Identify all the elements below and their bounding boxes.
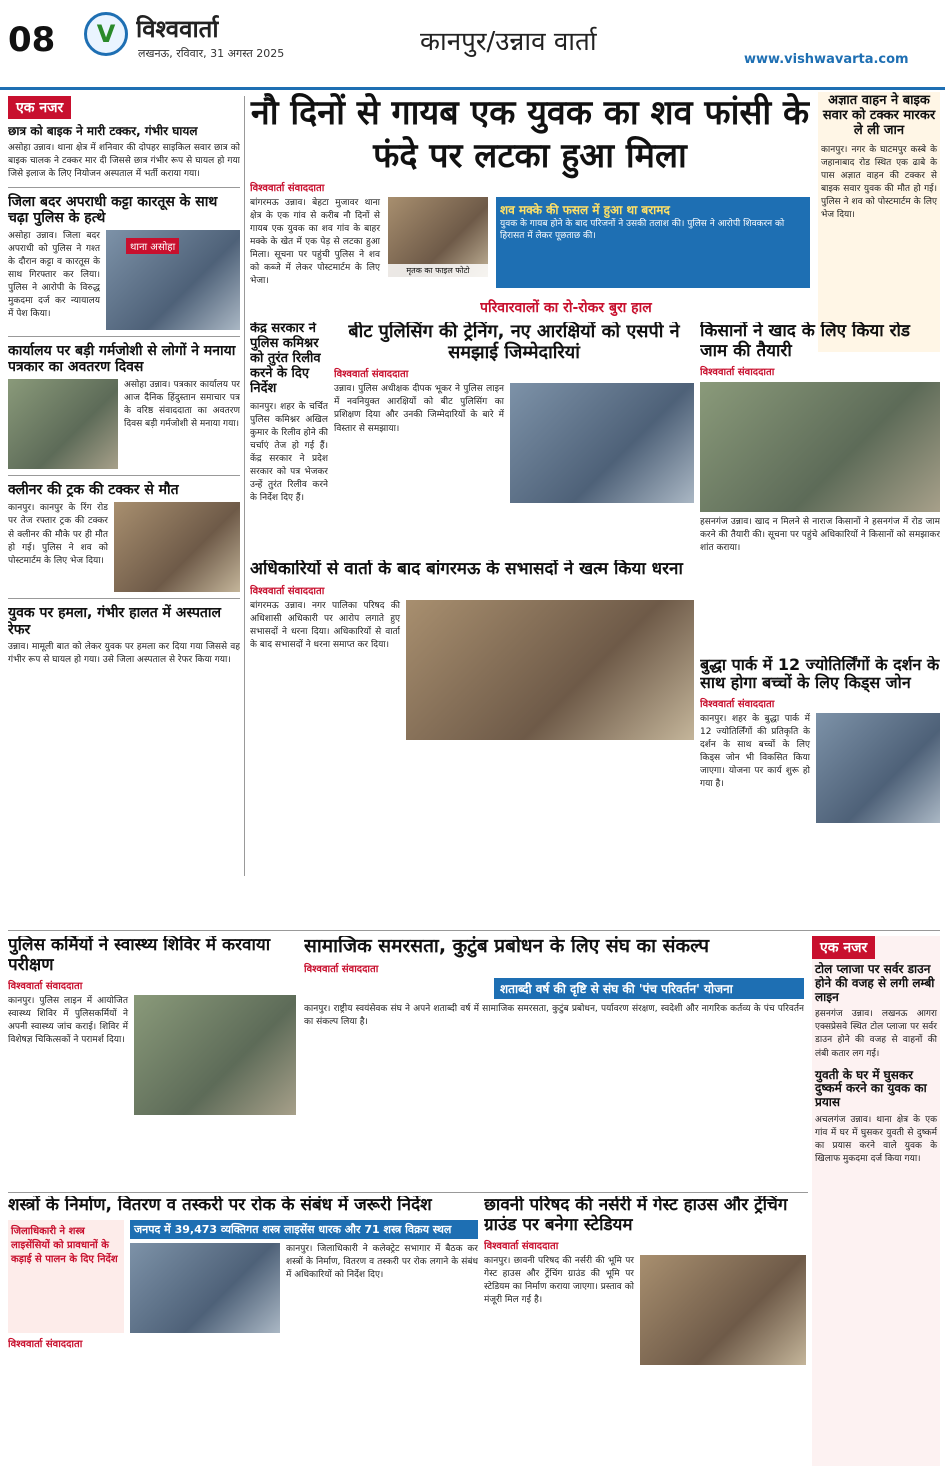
health-headline: पुलिस कर्मियों ने स्वास्थ्य शिविर में करवाया परीक्षण — [8, 936, 271, 975]
cantonment-story — [484, 1196, 806, 1466]
photo-caption: मृतक का फाइल फोटो — [388, 264, 488, 277]
brand-logo: V — [84, 12, 128, 56]
brief-headline: छात्र को बाइक ने मारी टक्कर, गंभीर घायल — [8, 124, 198, 138]
station-sign: थाना असोहा — [126, 238, 179, 254]
left-column — [8, 96, 240, 876]
byline: विश्ववार्ता संवाददाता — [304, 963, 379, 975]
dateline: लखनऊ, रविवार, 31 अगस्त 2025 — [138, 47, 285, 60]
lead-body: बांगरमऊ उन्नाव। बेहटा मुजावर थाना क्षेत्र के एक गांव से करीब नौ दिनों से गायब एक युवक का शव गांव के बाहर मक्के के खेत में एक पेड़ से लटका हुआ मिला। सूचना पर पहुंची पुलिस ने शव को कब्जे में लेकर पोस्टमार्टम के लिए भेजा। — [250, 198, 380, 287]
brief-headline: कार्यालय पर बड़ी गर्मजोशी से लोगों ने मनाया पत्रकार का अवतरण दिवस — [8, 343, 236, 376]
brand-name: विश्ववार्ता — [136, 15, 219, 43]
highlight-box — [496, 197, 810, 288]
farmers-story — [700, 322, 940, 652]
right-brief-headline: अज्ञात वाहन ने बाइक सवार को टक्कर मारकर ले ली जान — [822, 93, 936, 138]
brief-body: असोहा उन्नाव। थाना क्षेत्र में शनिवार की दोपहर साइकिल सवार छात्र को बाइक चालक ने टक्कर मार दी जिससे छात्र गंभीर रूप से घायल हो गया जिसे इलाज के लिए नियोजन अस्पताल में भर्ती कराया गया। — [8, 142, 240, 179]
page-number: 08 — [8, 20, 56, 60]
section-title: कानपुर/उन्नाव वार्ता — [420, 27, 597, 57]
sangh-banner: शताब्दी वर्ष की दृष्टि से संघ की 'पंच परिवर्तन' योजना — [494, 978, 804, 999]
event-photo — [8, 379, 118, 469]
weapons-banner: जनपद में 39,473 व्यक्तिगत शस्त्र लाइसेंस धारक और 71 शस्त्र विक्रय स्थल — [130, 1220, 478, 1239]
byline: विश्ववार्ता संवाददाता — [700, 698, 775, 710]
brief-headline: युवती के घर में घुसकर दुष्कर्म करने का युवक का प्रयास — [815, 1067, 927, 1110]
lead-headline: नौ दिनों से गायब एक युवक का शव फांसी के फंदे पर लटका हुआ मिला — [250, 93, 810, 176]
training-photo — [510, 383, 694, 503]
page-header — [0, 0, 945, 90]
byline: विश्ववार्ता संवाददाता — [8, 981, 83, 993]
byline: विश्ववार्ता संवाददाता — [484, 1241, 559, 1253]
meeting-photo — [130, 1243, 280, 1333]
weapons-story — [8, 1196, 478, 1466]
ek-nazar-tag: एक नजर — [812, 936, 875, 959]
farmers-body: हसनगंज उन्नाव। खाद न मिलने से नाराज किसानों ने हसनगंज में रोड जाम करने की तैयारी की। सूचना पर पहुंचे अधिकारियों ने किसानों को समझाकर शांत कराया। — [700, 517, 940, 554]
health-camp-photo — [134, 995, 296, 1115]
website-link[interactable]: www.vishwavarta.com — [744, 52, 909, 67]
brief-headline: युवक पर हमला, गंभीर हालत में अस्पताल रेफर — [8, 605, 221, 638]
jyotirling-headline: बुद्धा पार्क में 12 ज्योतिर्लिंगों के दर्शन के साथ होगा बच्चों के लिए किड्स जोन — [700, 656, 940, 693]
dharna-photo — [406, 600, 694, 740]
sangh-story — [304, 936, 804, 1186]
byline: विश्ववार्ता संवाददाता — [334, 369, 409, 381]
right-brief — [818, 92, 940, 352]
weapons-sub: जिलाधिकारी ने शस्त्र लाइसेंसियों को प्रावधानों के कड़ाई से पालन के दिए निर्देश — [11, 1225, 118, 1265]
brief-body: असोहा उन्नाव। पत्रकार कार्यालय पर आज दैनिक हिंदुस्तान समाचार पत्र के वरिष्ठ संवाददाता का अवतरण दिवस बड़ी गर्मजोशी से मनाया गया। — [124, 380, 240, 430]
byline: विश्ववार्ता संवाददाता — [8, 1338, 83, 1350]
farmers-photo — [700, 382, 940, 512]
dharna-headline: अधिकारियों से वार्ता के बाद बांगरमऊ के सभासदों ने खत्म किया धरना — [250, 560, 683, 579]
jyotirling-story — [700, 656, 940, 926]
cantonment-headline: छावनी परिषद की नर्सरी में गेस्ट हाउस और ट्रेंचिंग ग्राउंड पर बनेगा स्टेडियम — [484, 1196, 788, 1235]
lead-story — [250, 92, 810, 292]
right-brief-body: कानपुर। नगर के घाटमपुर कस्बे के जहानाबाद रोड स्थित एक ढाबे के पास अज्ञात वाहन की टक्कर से बाइक सवार युवक की मौत हो गई। पुलिस ने शव को पोस्टमार्टम के लिए भेज दिया। — [821, 144, 937, 221]
highlight-body: युवक के गायब होने के बाद परिजनों ने उसकी तलाश की। पुलिस ने आरोपी शिवकरन को हिरासत में लेकर पूछताछ की। — [500, 219, 785, 242]
dharna-body: बांगरमऊ उन्नाव। नगर पालिका परिषद की अधिशासी अधिकारी पर आरोप लगाते हुए सभासदों ने धरना दिया। अधिकारियों से वार्ता के बाद सभासदों ने धरना समाप्त कर दिया। — [250, 600, 400, 650]
brief-body: अचलगंज उन्नाव। थाना क्षेत्र के एक गांव में घर में घुसकर युवती से दुष्कर्म का प्रयास करने वाले युवक के खिलाफ मुकदमा दर्ज किया गया। — [815, 1114, 937, 1165]
weapons-headline: शस्त्रों के निर्माण, वितरण व तस्करी पर रोक के संबंध में जरूरी निर्देश — [8, 1196, 432, 1215]
dharna-story — [250, 560, 694, 926]
jyotirling-body: कानपुर। शहर के बुद्धा पार्क में 12 ज्योतिर्लिंगों की प्रतिकृति के दर्शन के साथ बच्चों के लिए किड्स जोन भी विकसित किया जाएगा। योजना पर कार्य शुरू हो गया है। — [700, 713, 810, 790]
byline: विश्ववार्ता संवाददाता — [250, 585, 325, 597]
ek-nazar-right — [812, 936, 940, 1466]
sangh-headline: सामाजिक समरसता, कुटुंब प्रबोधन के लिए संघ का संकल्प — [304, 936, 710, 957]
highlight-title: शव मक्के की फसल में हुआ था बरामद — [500, 203, 670, 217]
stadium-photo — [640, 1255, 806, 1365]
police-station-photo — [106, 230, 240, 330]
beat-body: उन्नाव। पुलिस अधीक्षक दीपक भूकर ने पुलिस लाइन में नवनियुक्त आरक्षियों को बीट पुलिसिंग का प्रशिक्षण दिया और उनकी जिम्मेदारियों के बारे में विस्तार से समझाया। — [334, 384, 504, 434]
health-camp-story — [8, 936, 296, 1186]
commissioner-story — [250, 322, 328, 538]
brief-body: असोहा उन्नाव। जिला बदर अपराधी को पुलिस ने गश्त के दौरान कट्टा व कारतूस के साथ गिरफ्तार कर लिया। पुलिस ने आरोपी के विरुद्ध मुकदमा दर्ज कर न्यायालय में पेश किया। — [8, 231, 100, 320]
sangh-body: कानपुर। राष्ट्रीय स्वयंसेवक संघ ने अपने शताब्दी वर्ष में सामाजिक समरसता, कुटुंब प्रबोधन, पर्यावरण संरक्षण, स्वदेशी और नागरिक कर्तव्य के पंच परिवर्तन का संकल्प लिया है। — [304, 1003, 804, 1027]
brief-body: उन्नाव। मामूली बात को लेकर युवक पर हमला कर दिया गया जिससे वह गंभीर रूप से घायल हो गया। उसे जिला अस्पताल से रेफर किया गया। — [8, 641, 240, 665]
farmers-headline: किसानों ने खाद के लिए किया रोड जाम की तैयारी — [700, 322, 911, 361]
brief-headline: क्लीनर की ट्रक की टक्कर से मौत — [8, 482, 179, 499]
cantonment-body: कानपुर। छावनी परिषद की नर्सरी की भूमि पर गेस्ट हाउस और ट्रेंचिंग ग्राउंड की भूमि पर स्टेडियम का निर्माण कराया जाएगा। प्रस्ताव को मंजूरी मिल गई है। — [484, 1256, 634, 1306]
ek-nazar-tag: एक नजर — [8, 96, 71, 119]
brief-body: हसनगंज उन्नाव। लखनऊ आगरा एक्सप्रेसवे स्थित टोल प्लाजा पर सर्वर डाउन होने की वजह से वाहनों की लंबी कतार लग गई। — [815, 1009, 937, 1059]
lead-subtitle: परिवारवालों का रो-रोकर बुरा हाल — [480, 300, 652, 316]
accident-photo — [114, 502, 240, 592]
byline: विश्ववार्ता संवाददाता — [250, 183, 325, 194]
commissioner-body: कानपुर। शहर के चर्चित पुलिस कमिश्नर अखिल कुमार के रिलीव होने की चर्चाएं तेज हो गई हैं। केंद्र सरकार ने प्रदेश सरकार को पत्र भेजकर उन्हें तुरंत रिलीव करने के निर्देश दिए हैं। — [250, 401, 328, 504]
brief-body: कानपुर। कानपुर के रिंग रोड पर तेज रफ्तार ट्रक की टक्कर से क्लीनर की मौके पर ही मौत हो गई। पुलिस ने शव को पोस्टमार्टम के लिए भेज दिया। — [8, 503, 108, 566]
byline: विश्ववार्ता संवाददाता — [700, 367, 775, 379]
beat-headline: बीट पुलिसिंग की ट्रेनिंग, नए आरक्षियों को एसपी ने समझाई जिम्मेदारियां — [348, 322, 680, 363]
park-photo — [816, 713, 940, 823]
commissioner-headline: केंद्र सरकार ने पुलिस कमिश्नर को तुरंत रिलीव करने के दिए निर्देश — [250, 322, 321, 396]
victim-photo — [388, 197, 488, 277]
health-body: कानपुर। पुलिस लाइन में आयोजित स्वास्थ्य शिविर में पुलिसकर्मियों ने अपनी स्वास्थ्य जांच कराई। शिविर में विशेषज्ञ चिकित्सकों ने परामर्श दिया। — [8, 996, 128, 1046]
beat-policing-story — [334, 322, 694, 538]
weapons-body: कानपुर। जिलाधिकारी ने कलेक्ट्रेट सभागार में बैठक कर शस्त्रों के निर्माण, वितरण व तस्करी पर रोक लगाने के संबंध में अधिकारियों को निर्देश दिए। — [286, 1243, 478, 1280]
brief-headline: टोल प्लाजा पर सर्वर डाउन होने की वजह से लगी लम्बी लाइन — [815, 962, 935, 1004]
brief-headline: जिला बदर अपराधी कट्टा कारतूस के साथ चढ़ा पुलिस के हत्थे — [8, 193, 218, 227]
